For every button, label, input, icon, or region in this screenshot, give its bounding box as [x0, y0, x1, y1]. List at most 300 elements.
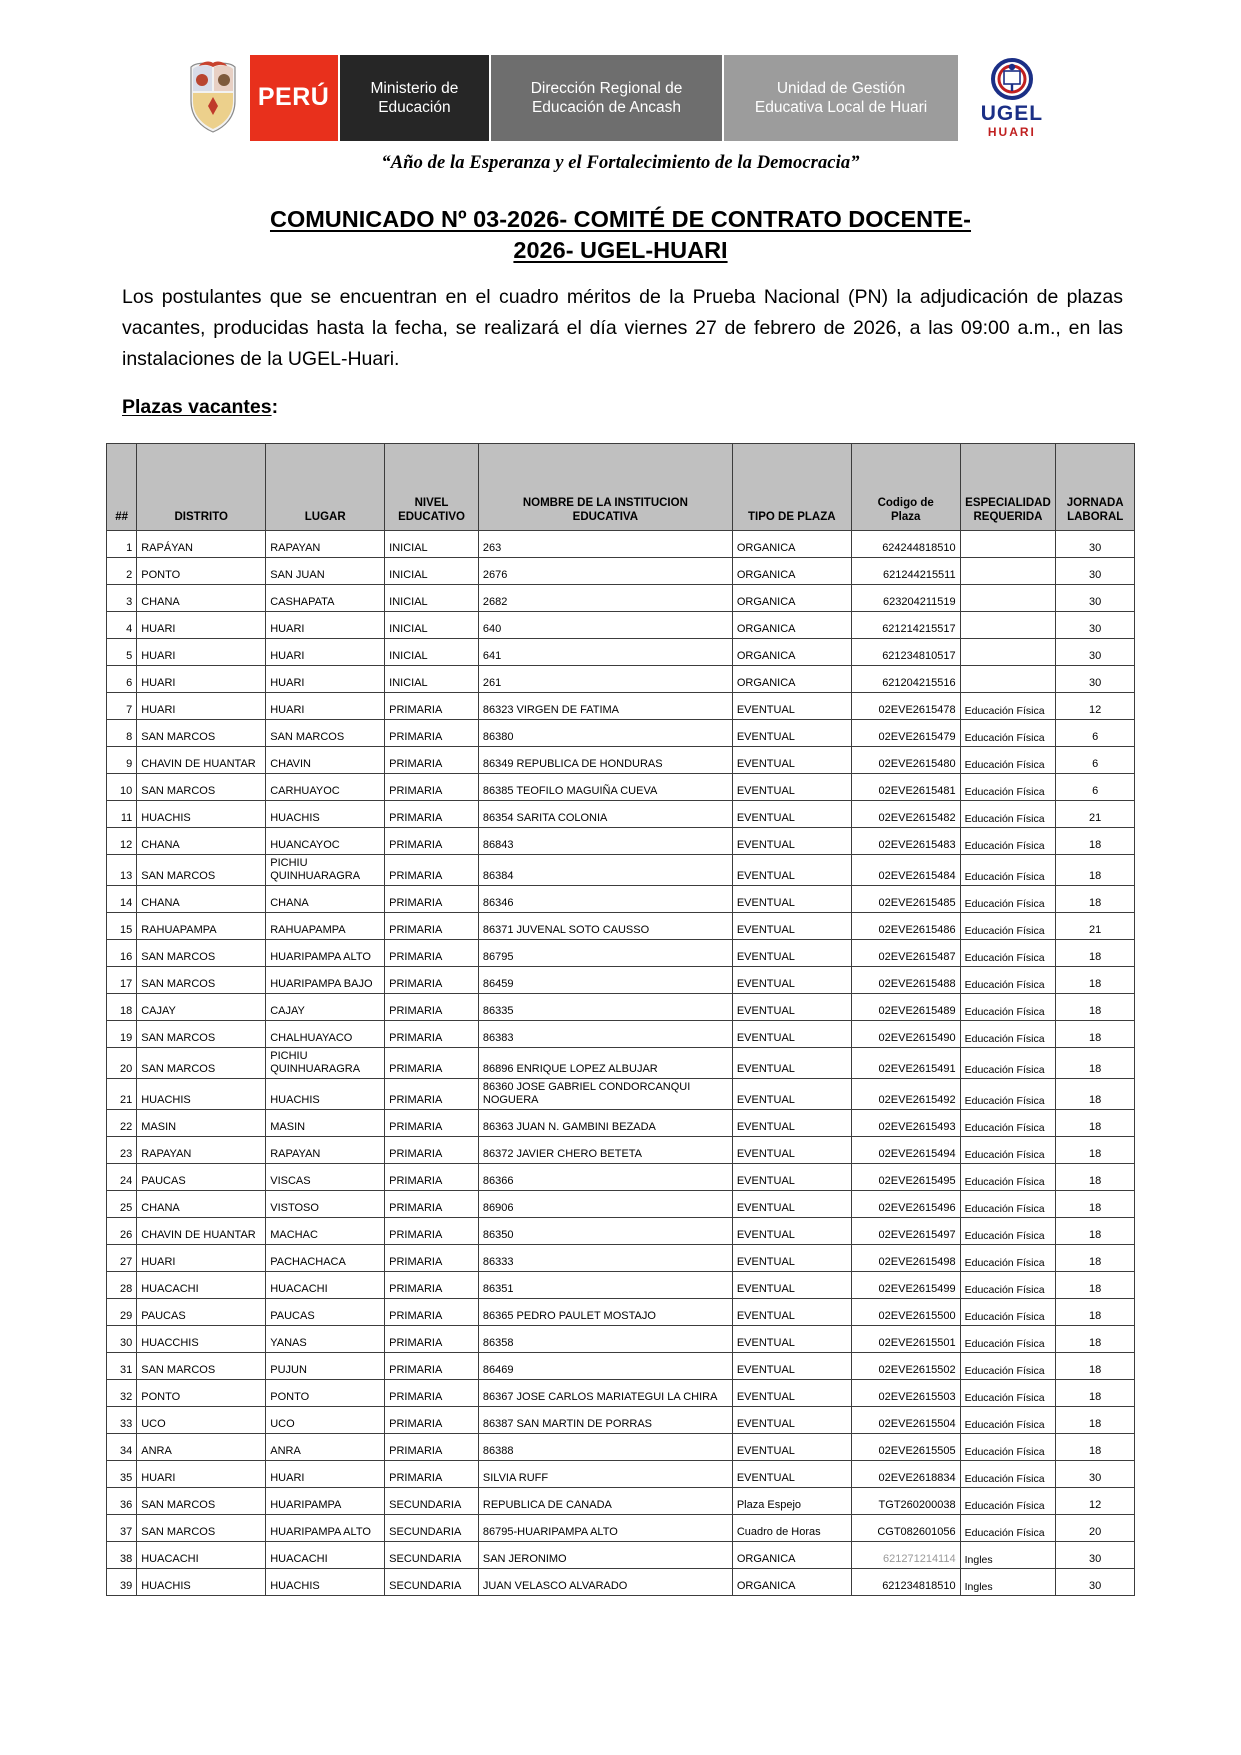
- row-lugar: PAUCAS: [266, 1299, 385, 1326]
- row-especialidad: [960, 639, 1056, 666]
- table-row: [107, 774, 1135, 801]
- row-especialidad: Educación Física: [960, 994, 1056, 1021]
- row-nivel: PRIMARIA: [385, 1021, 479, 1048]
- row-especialidad: Educación Física: [960, 720, 1056, 747]
- row-nivel: SECUNDARIA: [385, 1542, 479, 1569]
- row-nombre: SILVIA RUFF: [478, 1461, 732, 1488]
- row-num: 34: [107, 1434, 137, 1461]
- row-lugar: HUACACHI: [266, 1272, 385, 1299]
- row-nombre: 2682: [478, 585, 732, 612]
- row-distrito: CAJAY: [137, 994, 266, 1021]
- row-nivel: PRIMARIA: [385, 1380, 479, 1407]
- row-codigo-plaza: 02EVE2615497: [851, 1218, 960, 1245]
- row-nivel: PRIMARIA: [385, 801, 479, 828]
- row-especialidad: Educación Física: [960, 886, 1056, 913]
- row-nombre: 86349 REPUBLICA DE HONDURAS: [478, 747, 732, 774]
- row-nivel: PRIMARIA: [385, 855, 479, 886]
- row-nombre: 86335: [478, 994, 732, 1021]
- table-row: [107, 666, 1135, 693]
- row-nombre: 86333: [478, 1245, 732, 1272]
- row-lugar: HUARI: [266, 1461, 385, 1488]
- table-row: [107, 1407, 1135, 1434]
- row-num: 12: [107, 828, 137, 855]
- row-especialidad: Educación Física: [960, 940, 1056, 967]
- row-nombre: 86360 JOSE GABRIEL CONDORCANQUI NOGUERA: [478, 1079, 732, 1110]
- page-title-line2: 2026- UGEL-HUARI: [513, 237, 728, 264]
- row-especialidad: Educación Física: [960, 913, 1056, 940]
- row-distrito: SAN MARCOS: [137, 1353, 266, 1380]
- row-jornada: 18: [1056, 886, 1135, 913]
- row-distrito: CHANA: [137, 1191, 266, 1218]
- row-distrito: SAN MARCOS: [137, 967, 266, 994]
- row-jornada: 18: [1056, 1434, 1135, 1461]
- row-especialidad: Educación Física: [960, 1021, 1056, 1048]
- row-distrito: HUARI: [137, 693, 266, 720]
- row-tipo-plaza: EVENTUAL: [732, 940, 851, 967]
- table-row: [107, 801, 1135, 828]
- row-codigo-plaza: 02EVE2618834: [851, 1461, 960, 1488]
- row-num: 6: [107, 666, 137, 693]
- row-tipo-plaza: EVENTUAL: [732, 828, 851, 855]
- banner-ministerio-line2: Educación: [378, 99, 451, 116]
- row-distrito: HUACCHIS: [137, 1326, 266, 1353]
- row-distrito: RAPÁYAN: [137, 531, 266, 558]
- table-row: [107, 1353, 1135, 1380]
- table-row: [107, 720, 1135, 747]
- row-lugar: HUARIPAMPA: [266, 1488, 385, 1515]
- table-row: [107, 1542, 1135, 1569]
- row-codigo-plaza: 02EVE2615486: [851, 913, 960, 940]
- row-tipo-plaza: EVENTUAL: [732, 855, 851, 886]
- row-num: 39: [107, 1569, 137, 1596]
- row-especialidad: [960, 531, 1056, 558]
- row-codigo-plaza: 02EVE2615504: [851, 1407, 960, 1434]
- column-header-nivel-educativo: [385, 444, 479, 531]
- row-especialidad: [960, 666, 1056, 693]
- row-especialidad: Educación Física: [960, 1380, 1056, 1407]
- row-distrito: SAN MARCOS: [137, 855, 266, 886]
- row-lugar: PICHIU QUINHUARAGRA: [266, 1048, 385, 1079]
- table-row: [107, 1461, 1135, 1488]
- row-lugar: HUANCAYOC: [266, 828, 385, 855]
- banner-unidad-gestion-block: [722, 55, 958, 141]
- row-tipo-plaza: EVENTUAL: [732, 1407, 851, 1434]
- row-codigo-plaza: 02EVE2615490: [851, 1021, 960, 1048]
- row-tipo-plaza: ORGANICA: [732, 612, 851, 639]
- row-nombre: 86371 JUVENAL SOTO CAUSSO: [478, 913, 732, 940]
- row-num: 19: [107, 1021, 137, 1048]
- row-lugar: HUACACHI: [266, 1542, 385, 1569]
- row-tipo-plaza: EVENTUAL: [732, 1079, 851, 1110]
- table-row: [107, 639, 1135, 666]
- row-nombre: 86896 ENRIQUE LOPEZ ALBUJAR: [478, 1048, 732, 1079]
- row-especialidad: Educación Física: [960, 1515, 1056, 1542]
- row-nivel: INICIAL: [385, 558, 479, 585]
- row-tipo-plaza: EVENTUAL: [732, 720, 851, 747]
- row-num: 3: [107, 585, 137, 612]
- row-tipo-plaza: EVENTUAL: [732, 1326, 851, 1353]
- row-jornada: 21: [1056, 801, 1135, 828]
- row-especialidad: Educación Física: [960, 1164, 1056, 1191]
- row-codigo-plaza: 02EVE2615483: [851, 828, 960, 855]
- row-nivel: INICIAL: [385, 585, 479, 612]
- row-nivel: PRIMARIA: [385, 1299, 479, 1326]
- row-nombre: 86843: [478, 828, 732, 855]
- banner-direccion-line1: Dirección Regional de: [530, 79, 683, 97]
- row-tipo-plaza: EVENTUAL: [732, 1272, 851, 1299]
- row-tipo-plaza: EVENTUAL: [732, 1461, 851, 1488]
- row-codigo-plaza: 02EVE2615487: [851, 940, 960, 967]
- row-nivel: PRIMARIA: [385, 994, 479, 1021]
- page-title-line1: COMUNICADO Nº 03-2026- COMITÉ DE CONTRATO DOCENTE-: [269, 206, 972, 232]
- column-header-codigo-line2: Plaza: [890, 510, 921, 523]
- row-lugar: RAHUAPAMPA: [266, 913, 385, 940]
- row-num: 11: [107, 801, 137, 828]
- row-nivel: INICIAL: [385, 531, 479, 558]
- row-nombre: 86354 SARITA COLONIA: [478, 801, 732, 828]
- institutional-header-banner: [176, 55, 1066, 141]
- table-row: [107, 1110, 1135, 1137]
- row-distrito: RAPAYAN: [137, 1137, 266, 1164]
- table-row: [107, 531, 1135, 558]
- row-lugar: PUJUN: [266, 1353, 385, 1380]
- section-label-plazas-vacantes: [100, 396, 1141, 419]
- year-motto: “Año de la Esperanza y el Fortalecimiento de la Democracia”: [381, 153, 860, 173]
- section-label-text: Plazas vacantes: [122, 396, 272, 419]
- row-jornada: 18: [1056, 1164, 1135, 1191]
- plazas-vacantes-table: [106, 443, 1135, 1596]
- intro-paragraph: Los postulantes que se encuentran en el cuadro méritos de la Prueba Nacional (PN) la adjudicación de plazas vacantes, producidas hasta la fecha, se realizará el día viernes 27 de febrero de 2026, a las 09:00 a.m., en las instalaciones de la UGEL-Huari.: [122, 286, 1123, 370]
- row-codigo-plaza: 621234810517: [851, 639, 960, 666]
- row-num: 30: [107, 1326, 137, 1353]
- row-jornada: 30: [1056, 585, 1135, 612]
- table-row: [107, 1488, 1135, 1515]
- row-codigo-plaza: 02EVE2615484: [851, 855, 960, 886]
- row-codigo-plaza: 02EVE2615479: [851, 720, 960, 747]
- row-num: 7: [107, 693, 137, 720]
- row-nombre: 86366: [478, 1164, 732, 1191]
- row-nombre: 640: [478, 612, 732, 639]
- row-tipo-plaza: EVENTUAL: [732, 774, 851, 801]
- row-num: 38: [107, 1542, 137, 1569]
- table-row: [107, 1137, 1135, 1164]
- row-lugar: PACHACHACA: [266, 1245, 385, 1272]
- row-tipo-plaza: ORGANICA: [732, 531, 851, 558]
- row-nombre: 86906: [478, 1191, 732, 1218]
- row-lugar: HUARI: [266, 612, 385, 639]
- row-especialidad: Educación Física: [960, 1218, 1056, 1245]
- row-tipo-plaza: EVENTUAL: [732, 1021, 851, 1048]
- row-tipo-plaza: EVENTUAL: [732, 1299, 851, 1326]
- row-jornada: 12: [1056, 1488, 1135, 1515]
- ugel-huari-logo: [958, 55, 1065, 141]
- row-tipo-plaza: Cuadro de Horas: [732, 1515, 851, 1542]
- table-row: [107, 913, 1135, 940]
- row-especialidad: Educación Física: [960, 1434, 1056, 1461]
- row-especialidad: Educación Física: [960, 828, 1056, 855]
- row-jornada: 18: [1056, 1021, 1135, 1048]
- row-distrito: PAUCAS: [137, 1299, 266, 1326]
- table-row: [107, 1326, 1135, 1353]
- row-lugar: CAJAY: [266, 994, 385, 1021]
- row-num: 33: [107, 1407, 137, 1434]
- row-tipo-plaza: EVENTUAL: [732, 967, 851, 994]
- row-lugar: HUARIPAMPA BAJO: [266, 967, 385, 994]
- row-tipo-plaza: EVENTUAL: [732, 1218, 851, 1245]
- row-codigo-plaza: 624244818510: [851, 531, 960, 558]
- row-nivel: PRIMARIA: [385, 1461, 479, 1488]
- row-num: 1: [107, 531, 137, 558]
- banner-unidad-line2: Educativa Local de Huari: [754, 99, 928, 116]
- row-num: 5: [107, 639, 137, 666]
- row-num: 24: [107, 1164, 137, 1191]
- column-header-especialidad-line1: ESPECIALIDAD: [965, 497, 1051, 510]
- row-jornada: 18: [1056, 1110, 1135, 1137]
- row-especialidad: Educación Física: [960, 801, 1056, 828]
- row-codigo-plaza: 02EVE2615498: [851, 1245, 960, 1272]
- table-row: [107, 886, 1135, 913]
- row-nivel: PRIMARIA: [385, 1353, 479, 1380]
- row-especialidad: Educación Física: [960, 693, 1056, 720]
- row-codigo-plaza: 02EVE2615488: [851, 967, 960, 994]
- row-distrito: SAN MARCOS: [137, 774, 266, 801]
- row-num: 9: [107, 747, 137, 774]
- row-distrito: HUACHIS: [137, 1079, 266, 1110]
- table-row: [107, 828, 1135, 855]
- column-header-jornada-line1: JORNADA: [1066, 497, 1124, 510]
- row-num: 29: [107, 1299, 137, 1326]
- row-tipo-plaza: EVENTUAL: [732, 1110, 851, 1137]
- row-distrito: HUARI: [137, 1245, 266, 1272]
- row-jornada: 30: [1056, 639, 1135, 666]
- row-especialidad: Ingles: [960, 1569, 1056, 1596]
- row-codigo-plaza: 02EVE2615494: [851, 1137, 960, 1164]
- row-lugar: VISTOSO: [266, 1191, 385, 1218]
- row-codigo-plaza: 02EVE2615500: [851, 1299, 960, 1326]
- row-nivel: PRIMARIA: [385, 1079, 479, 1110]
- row-tipo-plaza: ORGANICA: [732, 558, 851, 585]
- table-row: [107, 1164, 1135, 1191]
- table-row: [107, 693, 1135, 720]
- row-nivel: PRIMARIA: [385, 774, 479, 801]
- row-especialidad: [960, 585, 1056, 612]
- page-title: [100, 204, 1141, 266]
- row-nivel: PRIMARIA: [385, 1110, 479, 1137]
- table-row: [107, 612, 1135, 639]
- row-tipo-plaza: EVENTUAL: [732, 747, 851, 774]
- row-nivel: PRIMARIA: [385, 940, 479, 967]
- ugel-logo-word: UGEL: [980, 102, 1044, 125]
- row-lugar: CHAVIN: [266, 747, 385, 774]
- row-especialidad: Educación Física: [960, 967, 1056, 994]
- row-lugar: UCO: [266, 1407, 385, 1434]
- row-nivel: PRIMARIA: [385, 967, 479, 994]
- row-distrito: PAUCAS: [137, 1164, 266, 1191]
- row-jornada: 6: [1056, 774, 1135, 801]
- row-num: 35: [107, 1461, 137, 1488]
- row-num: 8: [107, 720, 137, 747]
- row-tipo-plaza: ORGANICA: [732, 666, 851, 693]
- row-tipo-plaza: ORGANICA: [732, 639, 851, 666]
- row-tipo-plaza: EVENTUAL: [732, 1191, 851, 1218]
- row-distrito: ANRA: [137, 1434, 266, 1461]
- row-jornada: 18: [1056, 855, 1135, 886]
- row-nombre: 86387 SAN MARTIN DE PORRAS: [478, 1407, 732, 1434]
- row-tipo-plaza: EVENTUAL: [732, 801, 851, 828]
- banner-direccion-line2: Educación de Ancash: [531, 99, 682, 116]
- table-row: [107, 855, 1135, 886]
- row-nombre: 86795: [478, 940, 732, 967]
- row-jornada: 18: [1056, 1218, 1135, 1245]
- ugel-emblem-icon: [984, 58, 1040, 102]
- row-num: 37: [107, 1515, 137, 1542]
- row-lugar: CHALHUAYACO: [266, 1021, 385, 1048]
- row-especialidad: Educación Física: [960, 774, 1056, 801]
- row-lugar: HUACHIS: [266, 801, 385, 828]
- row-nombre: 86795-HUARIPAMPA ALTO: [478, 1515, 732, 1542]
- column-header-lugar: LUGAR: [266, 444, 385, 531]
- row-distrito: SAN MARCOS: [137, 940, 266, 967]
- row-tipo-plaza: EVENTUAL: [732, 994, 851, 1021]
- banner-direccion-regional-block: [489, 55, 722, 141]
- row-nombre: 86385 TEOFILO MAGUIÑA CUEVA: [478, 774, 732, 801]
- row-jornada: 18: [1056, 1326, 1135, 1353]
- row-nombre: 86323 VIRGEN DE FATIMA: [478, 693, 732, 720]
- row-codigo-plaza: 02EVE2615493: [851, 1110, 960, 1137]
- column-header-nivel-line2: EDUCATIVO: [398, 510, 465, 523]
- row-distrito: CHANA: [137, 585, 266, 612]
- row-nombre: 641: [478, 639, 732, 666]
- column-header-distrito: DISTRITO: [137, 444, 266, 531]
- row-codigo-plaza: 02EVE2615495: [851, 1164, 960, 1191]
- row-nivel: INICIAL: [385, 666, 479, 693]
- row-lugar: PONTO: [266, 1380, 385, 1407]
- row-distrito: HUACHIS: [137, 801, 266, 828]
- row-especialidad: Educación Física: [960, 1299, 1056, 1326]
- table-header-row: [107, 444, 1135, 531]
- row-nombre: 86459: [478, 967, 732, 994]
- row-nombre: SAN JERONIMO: [478, 1542, 732, 1569]
- row-lugar: HUARIPAMPA ALTO: [266, 940, 385, 967]
- row-codigo-plaza: 02EVE2615491: [851, 1048, 960, 1079]
- row-codigo-plaza: 02EVE2615503: [851, 1380, 960, 1407]
- row-jornada: 30: [1056, 558, 1135, 585]
- row-especialidad: Educación Física: [960, 747, 1056, 774]
- table-row: [107, 747, 1135, 774]
- row-nivel: SECUNDARIA: [385, 1515, 479, 1542]
- row-nivel: PRIMARIA: [385, 1326, 479, 1353]
- row-codigo-plaza: TGT260200038: [851, 1488, 960, 1515]
- row-especialidad: [960, 558, 1056, 585]
- row-lugar: HUARI: [266, 666, 385, 693]
- row-tipo-plaza: ORGANICA: [732, 1569, 851, 1596]
- row-codigo-plaza: 621271214114: [851, 1542, 960, 1569]
- section-label-colon: :: [271, 396, 279, 419]
- row-jornada: 18: [1056, 1272, 1135, 1299]
- table-row: [107, 994, 1135, 1021]
- column-header-tipo-plaza: TIPO DE PLAZA: [732, 444, 851, 531]
- column-header-jornada-line2: LABORAL: [1067, 510, 1124, 523]
- row-tipo-plaza: ORGANICA: [732, 1542, 851, 1569]
- row-especialidad: Educación Física: [960, 1407, 1056, 1434]
- table-row: [107, 1218, 1135, 1245]
- row-num: 31: [107, 1353, 137, 1380]
- row-jornada: 30: [1056, 1542, 1135, 1569]
- row-nivel: PRIMARIA: [385, 747, 479, 774]
- banner-peru-block: [250, 55, 338, 141]
- row-especialidad: Educación Física: [960, 1272, 1056, 1299]
- table-row: [107, 1515, 1135, 1542]
- row-especialidad: Educación Física: [960, 1191, 1056, 1218]
- row-nombre: 2676: [478, 558, 732, 585]
- row-distrito: SAN MARCOS: [137, 1488, 266, 1515]
- row-num: 28: [107, 1272, 137, 1299]
- row-distrito: CHAVIN DE HUANTAR: [137, 747, 266, 774]
- table-row: [107, 1569, 1135, 1596]
- row-nivel: PRIMARIA: [385, 693, 479, 720]
- row-nombre: 86383: [478, 1021, 732, 1048]
- row-nivel: PRIMARIA: [385, 720, 479, 747]
- row-nivel: PRIMARIA: [385, 1245, 479, 1272]
- row-especialidad: Educación Física: [960, 1137, 1056, 1164]
- row-especialidad: Educación Física: [960, 1488, 1056, 1515]
- plazas-vacantes-table-wrapper: [100, 443, 1141, 1596]
- row-tipo-plaza: EVENTUAL: [732, 1245, 851, 1272]
- row-distrito: PONTO: [137, 558, 266, 585]
- row-distrito: CHAVIN DE HUANTAR: [137, 1218, 266, 1245]
- row-nombre: 86363 JUAN N. GAMBINI BEZADA: [478, 1110, 732, 1137]
- row-nombre: REPUBLICA DE CANADA: [478, 1488, 732, 1515]
- row-tipo-plaza: EVENTUAL: [732, 1137, 851, 1164]
- row-codigo-plaza: 621214215517: [851, 612, 960, 639]
- row-nivel: PRIMARIA: [385, 1407, 479, 1434]
- table-row: [107, 585, 1135, 612]
- row-especialidad: Educación Física: [960, 1110, 1056, 1137]
- column-header-especialidad: [960, 444, 1056, 531]
- row-codigo-plaza: 621234818510: [851, 1569, 960, 1596]
- column-header-especialidad-line2: REQUERIDA: [973, 510, 1043, 523]
- row-distrito: CHANA: [137, 886, 266, 913]
- row-nombre: 86351: [478, 1272, 732, 1299]
- banner-ministerio-block: [338, 55, 490, 141]
- row-lugar: CARHUAYOC: [266, 774, 385, 801]
- table-row: [107, 1079, 1135, 1110]
- row-jornada: 6: [1056, 747, 1135, 774]
- row-num: 10: [107, 774, 137, 801]
- row-num: 23: [107, 1137, 137, 1164]
- row-num: 2: [107, 558, 137, 585]
- row-nivel: PRIMARIA: [385, 913, 479, 940]
- row-nombre: 86350: [478, 1218, 732, 1245]
- row-nombre: 86388: [478, 1434, 732, 1461]
- row-distrito: SAN MARCOS: [137, 720, 266, 747]
- row-distrito: RAHUAPAMPA: [137, 913, 266, 940]
- row-num: 15: [107, 913, 137, 940]
- row-codigo-plaza: 02EVE2615496: [851, 1191, 960, 1218]
- peru-coat-of-arms-icon: [176, 55, 250, 141]
- column-header-nivel-line1: NIVEL: [414, 497, 449, 510]
- row-jornada: 18: [1056, 1353, 1135, 1380]
- row-nivel: PRIMARIA: [385, 1137, 479, 1164]
- row-tipo-plaza: EVENTUAL: [732, 913, 851, 940]
- banner-unidad-line1: Unidad de Gestión: [776, 79, 906, 97]
- row-jornada: 18: [1056, 1137, 1135, 1164]
- row-jornada: 21: [1056, 913, 1135, 940]
- row-distrito: SAN MARCOS: [137, 1021, 266, 1048]
- table-row: [107, 940, 1135, 967]
- row-nombre: 86346: [478, 886, 732, 913]
- column-header-nombre-line2: EDUCATIVA: [572, 510, 639, 523]
